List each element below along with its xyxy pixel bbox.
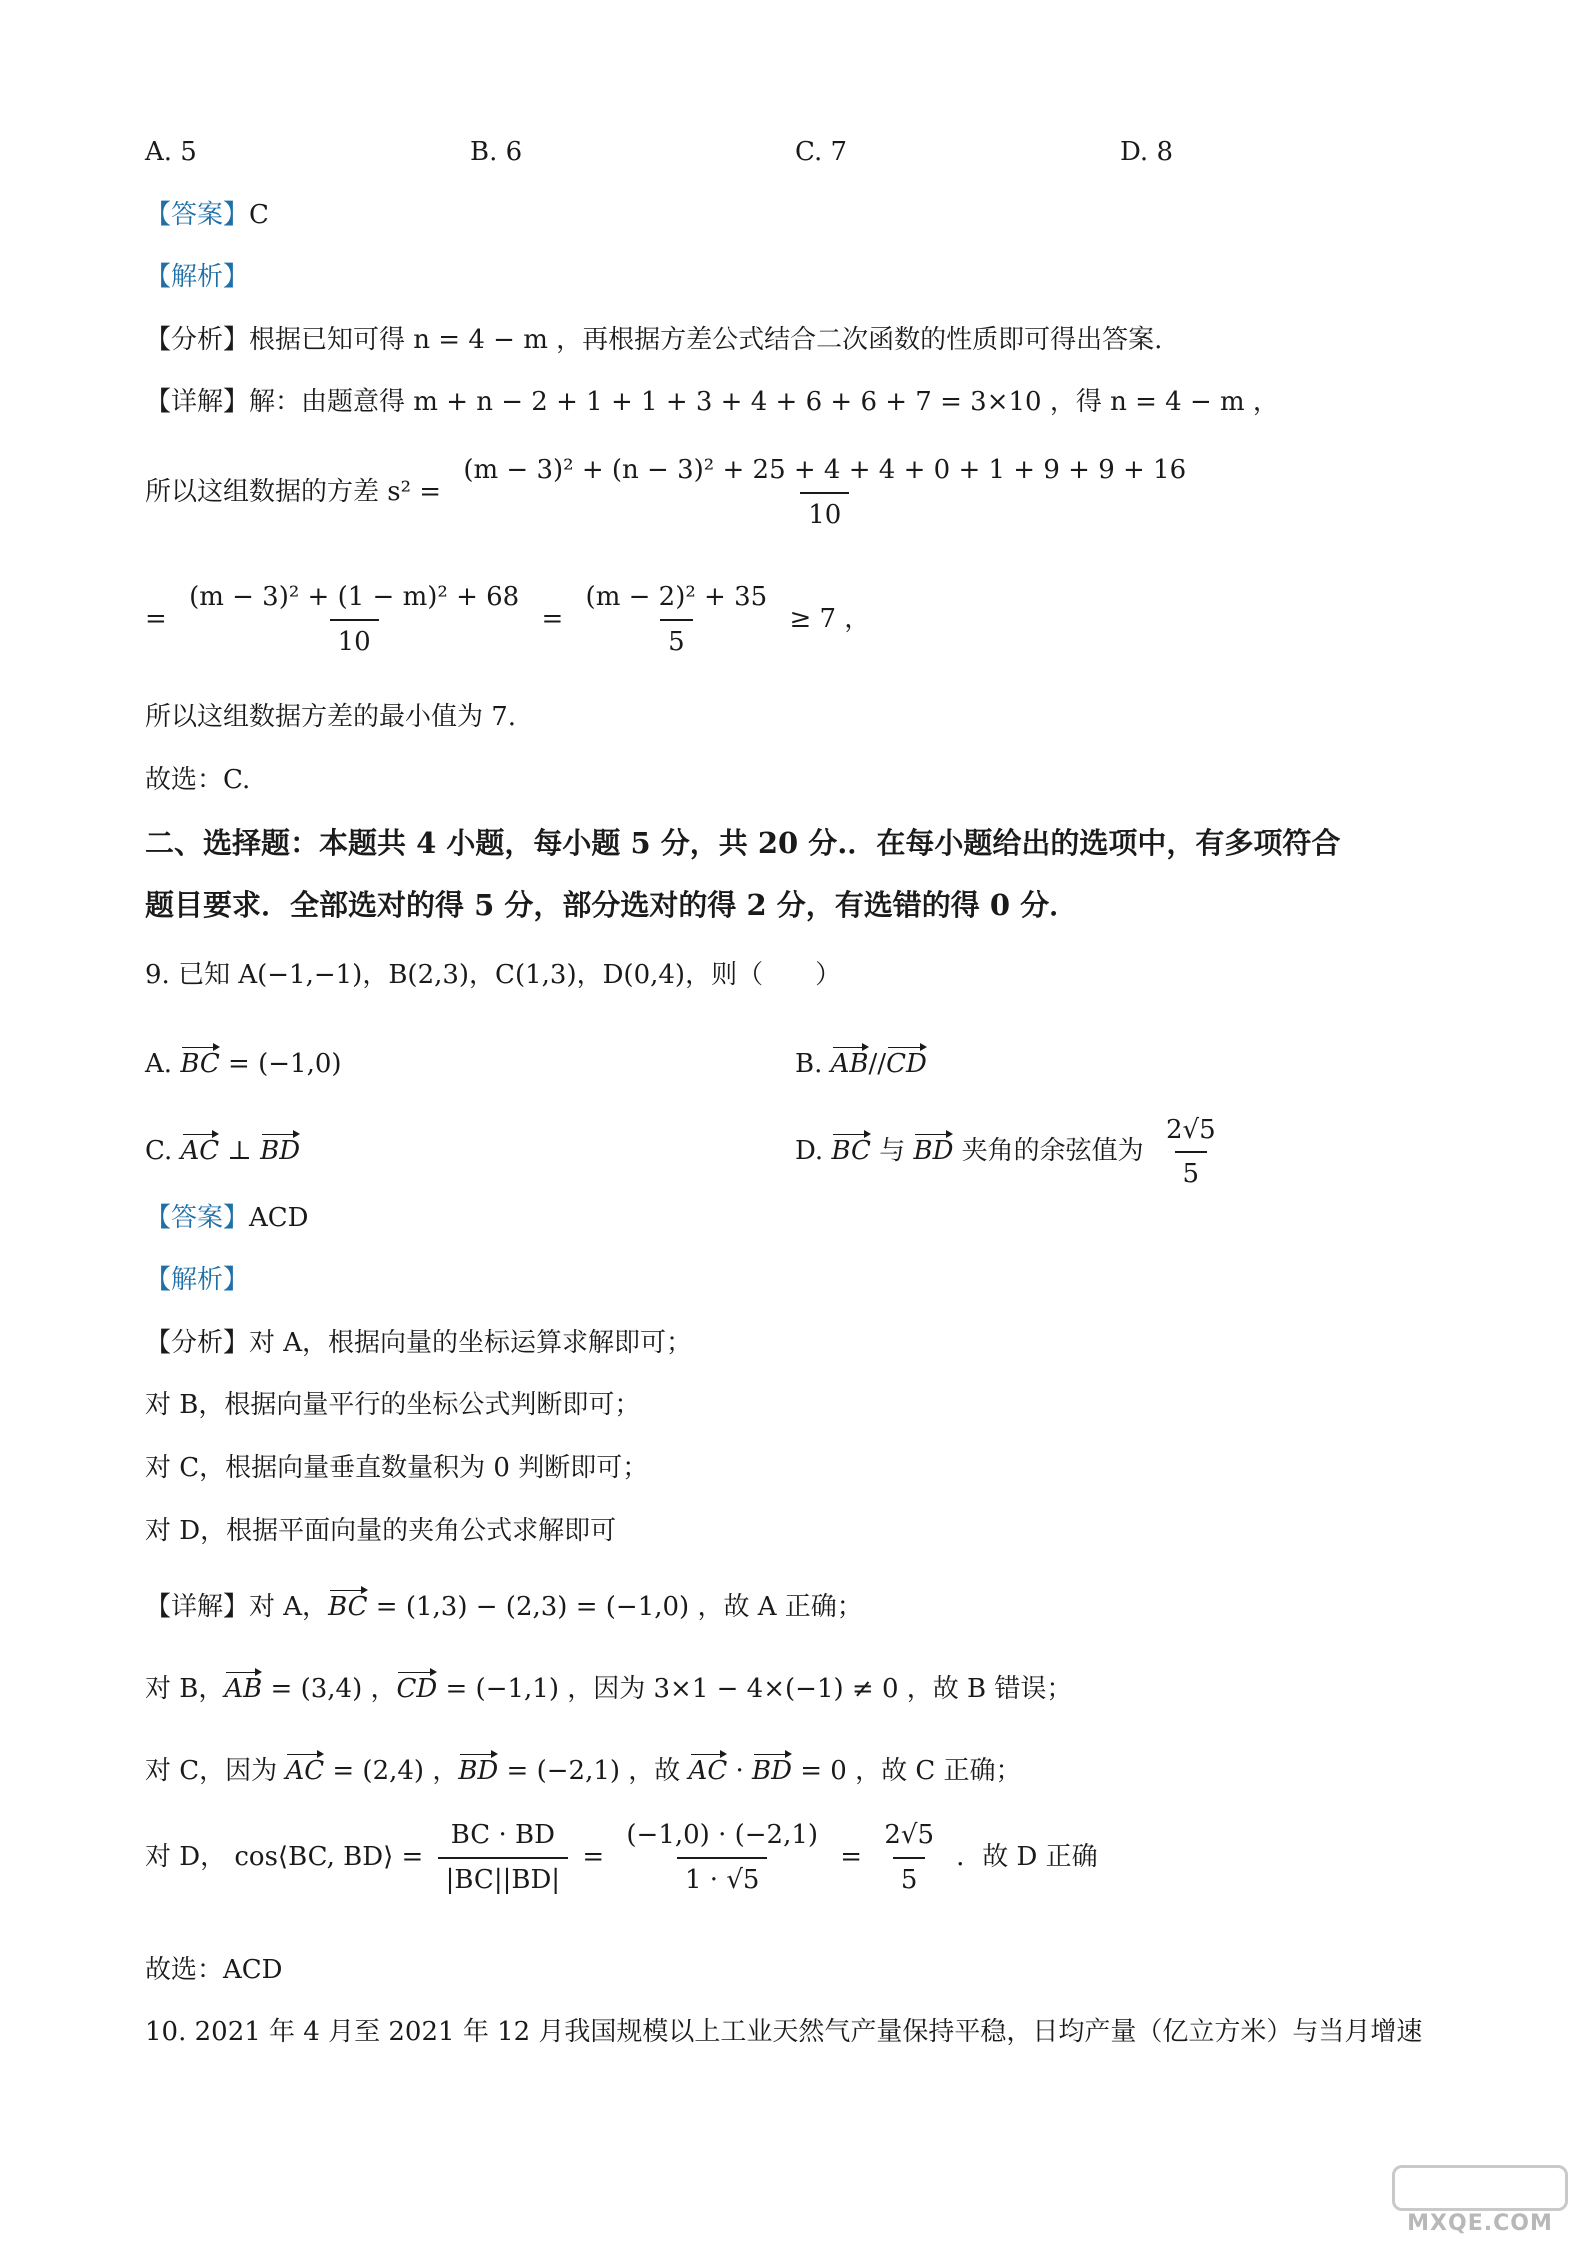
step2-eq: = [145, 604, 167, 635]
section2-heading-1: 二、选择题：本题共 4 小题，每小题 5 分，共 20 分.．在每小题给出的选项中，有多项符合 [145, 826, 1341, 860]
variance-denominator: 10 [800, 492, 849, 531]
q8-option-b: B. 6 [470, 137, 523, 167]
q9-fenxi-d: 对 D，根据平面向量的夹角公式求解即可 [145, 1516, 617, 1546]
opt-c-mid: ⊥ [219, 1136, 261, 1166]
watermark-logo-icon [1392, 2165, 1568, 2211]
q9-option-c [145, 1132, 300, 1166]
detail-d-fraction-3 [876, 1820, 942, 1896]
detail-d-f3-numerator: 2√5 [884, 1820, 935, 1850]
q8-variance-line [145, 455, 1200, 531]
q9-analysis-tag: 【解析】 [145, 1265, 250, 1295]
fenxi-text: 对 A，根据向量的坐标运算求解即可； [249, 1328, 693, 1358]
vector-ac: AC [181, 1132, 220, 1166]
detail-c-mid2: = (−2,1) ，故 [498, 1756, 689, 1786]
detail-b-rest: = (−1,1) ，因为 3×1 − 4×(−1) ≠ 0 ，故 B 错误； [437, 1674, 1073, 1704]
vector-cd: CD [396, 1670, 437, 1705]
q9-fenxi-b: 对 B，根据向量平行的坐标公式判断即可； [145, 1390, 641, 1420]
step3-eq: = [541, 604, 564, 635]
q8-fenxi [145, 325, 1162, 356]
step3-numerator: (m − 2)² + 35 [585, 582, 768, 612]
watermark [1390, 2165, 1570, 2235]
q8-option-c: C. 7 [795, 137, 848, 167]
vector-ac: AC [285, 1752, 324, 1787]
detail-d-fraction-1 [438, 1820, 568, 1896]
q8-option-a: A. 5 [145, 137, 197, 167]
vector-ab: AB [831, 1045, 869, 1079]
step2-numerator: (m − 3)² + (1 − m)² + 68 [189, 582, 520, 612]
vector-bd: BD [458, 1752, 498, 1787]
q9-choose: 故选：ACD [145, 1955, 283, 1985]
q8-option-d: D. 8 [1120, 137, 1173, 167]
section2-heading-2: 题目要求．全部选对的得 5 分，部分选对的得 2 分，有选错的得 0 分． [145, 888, 1079, 922]
vector-bd: BD [752, 1752, 792, 1787]
q9-detail-c [145, 1752, 1022, 1787]
opt-d-denominator: 5 [1175, 1151, 1208, 1189]
q10-stem: 10. 2021 年 4 月至 2021 年 12 月我国规模以上工业天然气产量保持平稳，日均产量（亿立方米）与当月增速 [145, 2017, 1423, 2047]
detail-c-dot: · [727, 1756, 753, 1786]
detail-a-pre: 对 A， [249, 1592, 329, 1622]
detail-a-rest: = (1,3) − (2,3) = (−1,0) ，故 A 正确； [367, 1592, 863, 1622]
opt-d-numerator: 2√5 [1165, 1115, 1216, 1145]
fenxi-text: 根据已知可得 n = 4 − m ，再根据方差公式结合二次函数的性质即可得出答案. [249, 325, 1163, 355]
q9-detail-d [145, 1820, 1098, 1896]
detail-d-fraction-2 [618, 1820, 826, 1896]
detail-tag: 【详解】 [145, 1592, 250, 1622]
vector-bd: BD [260, 1132, 300, 1166]
answer-value: C [249, 200, 269, 230]
opt-b-label: B. [795, 1049, 823, 1079]
q9-option-d [795, 1115, 1230, 1189]
vector-bc: BC [180, 1045, 219, 1079]
detail-b-pre: 对 B， [145, 1674, 225, 1704]
fenxi-tag: 【分析】 [145, 325, 250, 355]
answer-value: ACD [249, 1203, 309, 1233]
step3-denominator: 5 [660, 619, 693, 658]
opt-a-label: A. [145, 1049, 173, 1079]
vector-bc: BC [328, 1588, 367, 1623]
vector-bc: BC [831, 1132, 870, 1166]
q9-fenxi-c: 对 C，根据向量垂直数量积为 0 判断即可； [145, 1453, 649, 1483]
detail-d-f1-numerator: BC · BD [450, 1820, 555, 1850]
variance-numerator: (m − 3)² + (n − 3)² + 25 + 4 + 4 + 0 + 1 + 9 + 9 + 16 [463, 455, 1187, 485]
variance-prefix: 所以这组数据的方差 s² = [145, 477, 442, 508]
step2-denominator: 10 [330, 619, 379, 658]
detail-d-eq2: = [840, 1842, 863, 1873]
detail-d-pre: 对 D， cos⟨BC, BD⟩ = [145, 1842, 424, 1873]
detail-d-f2-numerator: (−1,0) · (−2,1) [626, 1820, 819, 1850]
q9-option-b [795, 1045, 927, 1079]
q9-detail-a [145, 1588, 863, 1623]
q8-min-line: 所以这组数据方差的最小值为 7. [145, 702, 517, 732]
q9-option-a [145, 1045, 342, 1079]
step2-fraction [181, 582, 527, 658]
q8-analysis-tag: 【解析】 [145, 262, 250, 292]
q9-detail-b [145, 1670, 1072, 1705]
q9-fenxi-a [145, 1328, 692, 1359]
vector-ac: AC [689, 1752, 728, 1787]
watermark-text: MXQE.COM [1407, 2211, 1553, 2236]
step3-tail: ≥ 7 ， [789, 604, 871, 635]
q8-detail-1 [145, 387, 1279, 418]
q9-answer [145, 1203, 309, 1234]
vector-ab: AB [224, 1670, 262, 1705]
detail-tag: 【详解】 [145, 387, 250, 417]
vector-bd: BD [913, 1132, 953, 1166]
q8-step2-line [145, 582, 870, 658]
opt-c-label: C. [145, 1136, 173, 1166]
detail-d-rest: ．故 D 正确 [956, 1842, 1098, 1873]
detail-b-mid: = (3,4) ， [262, 1674, 397, 1704]
opt-b-mid: // [868, 1049, 887, 1079]
detail-d-f1-denominator: |BC||BD| [438, 1857, 568, 1896]
answer-tag: 【答案】 [145, 200, 250, 230]
fenxi-tag: 【分析】 [145, 1328, 250, 1358]
detail-c-pre: 对 C，因为 [145, 1756, 286, 1786]
opt-a-rest: = (−1,0) [219, 1049, 342, 1079]
opt-d-label: D. [795, 1136, 824, 1166]
q9-stem: 9. 已知 A(−1,−1)，B(2,3)，C(1,3)，D(0,4)，则（ ） [145, 960, 842, 990]
step3-fraction [578, 582, 776, 658]
opt-d-mid: 与 [870, 1136, 914, 1166]
opt-d-text: 夹角的余弦值为 [953, 1136, 1144, 1166]
q8-answer [145, 200, 269, 231]
opt-d-fraction [1158, 1115, 1224, 1189]
answer-tag: 【答案】 [145, 1203, 250, 1233]
detail-d-f3-denominator: 5 [893, 1857, 926, 1896]
vector-cd: CD [886, 1045, 927, 1079]
detail-d-eq: = [582, 1842, 605, 1873]
q8-choose: 故选：C. [145, 765, 251, 795]
detail-text: 解：由题意得 m + n − 2 + 1 + 1 + 3 + 4 + 6 + 6 + 7 = 3×10 ，得 n = 4 − m ， [249, 387, 1279, 417]
variance-fraction [455, 455, 1194, 531]
detail-c-rest: = 0 ，故 C 正确； [791, 1756, 1022, 1786]
detail-d-f2-denominator: 1 · √5 [677, 1857, 767, 1896]
detail-c-mid: = (2,4) ， [324, 1756, 459, 1786]
